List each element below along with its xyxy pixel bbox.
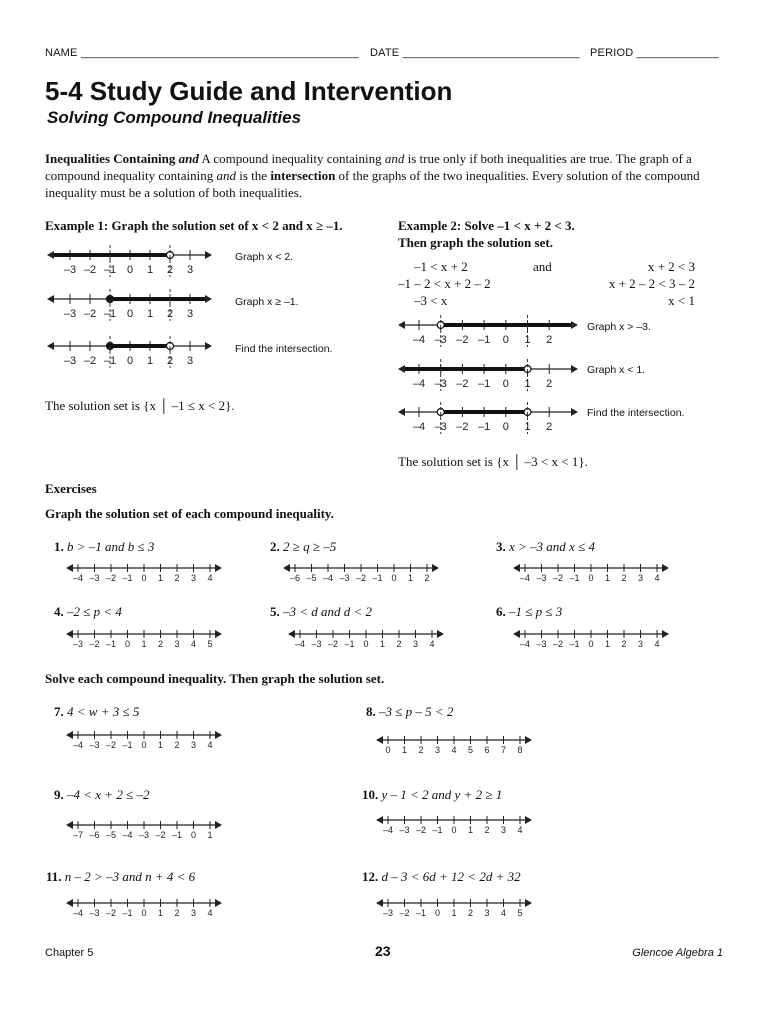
tick-label: 1 (146, 308, 154, 320)
page-subtitle: Solving Compound Inequalities (47, 108, 302, 127)
intro-paragraph (45, 150, 725, 201)
period-field[interactable]: PERIOD _____________ (590, 47, 719, 59)
tick-label: –1 (122, 740, 133, 750)
tick-label: 2 (546, 378, 553, 390)
exercise-10 (362, 787, 502, 803)
arrow-left-icon (288, 630, 295, 638)
tick-label: –2 (456, 378, 469, 390)
tick-label: 2 (621, 573, 627, 583)
arrow-right-icon (571, 321, 578, 329)
tick-label: –3 (434, 378, 447, 390)
tick-label: 1 (146, 264, 154, 276)
exercise-3 (496, 539, 595, 555)
tick-label: 2 (166, 355, 174, 367)
intro-text: of the graphs of the two inequalities. Every solution of the compound inequality must be a solution of both inequalities. (45, 168, 700, 200)
exercise-number: 6. (496, 604, 509, 619)
tick-label: 2 (166, 308, 174, 320)
tick-label: –1 (122, 573, 133, 583)
arrow-right-icon (215, 564, 222, 572)
exercise-number: 5. (270, 604, 283, 619)
footer-page-number: 23 (375, 943, 391, 959)
exercise-text: –3 ≤ p – 5 < 2 (379, 704, 454, 719)
tick-label: –4 (122, 830, 133, 840)
tick-label: –4 (412, 334, 426, 346)
tick-label: 0 (141, 573, 147, 583)
arrow-right-icon (571, 408, 578, 416)
example2-heading: Example 2: Solve –1 < x + 2 < 3. (398, 218, 575, 233)
tick-label: 2 (396, 639, 402, 649)
tick-label: 4 (654, 573, 660, 583)
exercises-instruction-2: Solve each compound inequality. Then graph the solution set. (45, 671, 385, 686)
tick-label: 3 (190, 573, 197, 583)
arrow-right-icon (205, 295, 212, 303)
tick-label: –2 (105, 740, 117, 750)
tick-label: 2 (621, 639, 627, 649)
exercise-text: x > –3 and x ≤ 4 (509, 539, 595, 554)
arrow-left-icon (376, 899, 383, 907)
tick-label: 2 (424, 573, 430, 583)
tick-label: 1 (207, 830, 213, 840)
exercise-text: d – 3 < 6d + 12 < 2d + 32 (381, 869, 521, 884)
arrow-left-icon (398, 408, 405, 416)
example2-step: x + 2 – 2 < 3 – 2 (608, 276, 695, 291)
tick-label: –2 (456, 334, 469, 346)
tick-label: –2 (552, 639, 564, 649)
tick-label: –1 (344, 639, 355, 649)
tick-label: 0 (124, 639, 131, 649)
tick-label: –1 (432, 825, 443, 835)
exercise-text: –3 < d and d < 2 (283, 604, 373, 619)
tick-label: 0 (434, 908, 441, 918)
exercise-number: 4. (54, 604, 67, 619)
intro-text: A compound inequality containing (198, 151, 385, 166)
arrow-left-icon (376, 816, 383, 824)
arrow-right-icon (215, 821, 222, 829)
tick-label: –1 (103, 355, 117, 367)
tick-label: 0 (141, 908, 147, 918)
tick-label: 3 (637, 573, 644, 583)
tick-label: 3 (186, 355, 194, 367)
exercise-text: 4 < w + 3 ≤ 5 (67, 704, 140, 719)
arrow-right-icon (432, 564, 439, 572)
tick-label: –3 (339, 573, 350, 583)
tick-label: –6 (289, 573, 301, 583)
tick-label: –6 (89, 830, 100, 840)
example1-heading: Example 1: Graph the solution set of x < 2 and x ≥ –1. (45, 218, 343, 233)
tick-label: 3 (412, 639, 419, 649)
exercise-6 (496, 604, 562, 620)
tick-label: –1 (415, 908, 427, 918)
tick-label: 4 (451, 745, 457, 755)
example2-caption-3: Find the intersection. (587, 407, 685, 419)
tick-label: 0 (141, 740, 147, 750)
exercise-text: n – 2 > –3 and n + 4 < 6 (64, 869, 196, 884)
tick-label: –1 (372, 573, 383, 583)
exercises-heading: Exercises (45, 481, 97, 496)
tick-label: –3 (89, 573, 100, 583)
tick-label: 3 (434, 745, 441, 755)
arrow-left-icon (398, 321, 405, 329)
tick-label: 5 (467, 745, 474, 755)
tick-label: –4 (412, 378, 426, 390)
tick-label: 0 (588, 573, 594, 583)
tick-label: 1 (379, 639, 386, 649)
tick-label: –1 (122, 908, 133, 918)
date-field[interactable]: DATE ____________________________ (370, 47, 580, 59)
exercise-number: 11. (46, 869, 65, 884)
intro-text: is true only if both inequalities are true. The graph of a compound inequality containing (45, 151, 692, 183)
example2-caption-2: Graph x < 1. (587, 364, 646, 376)
tick-label: –3 (311, 639, 322, 649)
tick-label: –4 (412, 421, 426, 433)
arrow-right-icon (662, 630, 669, 638)
tick-label: –5 (306, 573, 317, 583)
example2-step: –1 – 2 < x + 2 – 2 (398, 276, 491, 291)
tick-label: 5 (207, 639, 213, 649)
exercise-number: 9. (54, 787, 67, 802)
tick-label: 0 (190, 830, 197, 840)
exercise-number: 10. (362, 787, 382, 802)
tick-label: –3 (89, 908, 100, 918)
arrow-left-icon (66, 564, 73, 572)
tick-label: –3 (434, 421, 447, 433)
intro-heading-and: and (178, 151, 199, 166)
tick-label: 3 (174, 639, 180, 649)
tick-label: 2 (157, 639, 164, 649)
tick-label: –2 (399, 908, 410, 918)
exercise-7 (54, 704, 139, 720)
tick-label: 0 (391, 573, 397, 583)
arrow-right-icon (205, 342, 212, 350)
tick-label: 0 (588, 639, 594, 649)
tick-label: 1 (524, 334, 531, 346)
arrow-right-icon (205, 251, 212, 259)
tick-label: 4 (207, 740, 213, 750)
tick-label: 1 (604, 639, 611, 649)
example2-step: x < 1 (668, 293, 695, 308)
page-title: 5-4 Study Guide and Intervention (45, 76, 453, 106)
tick-label: 3 (484, 908, 490, 918)
exercises-instruction-1: Graph the solution set of each compound inequality. (45, 506, 334, 521)
tick-label: –3 (89, 740, 100, 750)
example2-step: –1 < x + 2 (414, 259, 468, 274)
intro-intersection: intersection (270, 168, 336, 183)
arrow-right-icon (215, 630, 222, 638)
tick-label: –1 (477, 378, 491, 390)
tick-label: –2 (83, 264, 97, 276)
arrow-left-icon (513, 564, 520, 572)
arrow-right-icon (525, 899, 532, 907)
tick-label: 4 (207, 908, 213, 918)
tick-label: 1 (157, 908, 164, 918)
tick-label: 0 (385, 745, 391, 755)
example2-step: x + 2 < 3 (647, 259, 695, 274)
arrow-right-icon (662, 564, 669, 572)
exercise-text: y – 1 < 2 and y + 2 ≥ 1 (381, 787, 503, 802)
arrow-left-icon (283, 564, 290, 572)
tick-label: 1 (451, 908, 457, 918)
tick-label: 1 (157, 573, 164, 583)
tick-label: 0 (451, 825, 457, 835)
footer-chapter: Chapter 5 (45, 947, 94, 959)
exercise-text: –1 ≤ p ≤ 3 (509, 604, 563, 619)
tick-label: –1 (105, 639, 117, 649)
tick-label: 1 (524, 378, 531, 390)
tick-label: 4 (429, 639, 435, 649)
tick-label: 4 (190, 639, 197, 649)
tick-label: 4 (207, 573, 213, 583)
tick-label: 3 (637, 639, 644, 649)
tick-label: –3 (536, 639, 547, 649)
example1-caption-1: Graph x < 2. (235, 251, 294, 263)
tick-label: 2 (174, 573, 180, 583)
footer-book: Glencoe Algebra 1 (632, 947, 723, 959)
exercise-number: 2. (270, 539, 283, 554)
exercise-1 (54, 539, 154, 555)
tick-label: 2 (174, 908, 180, 918)
tick-label: –2 (355, 573, 367, 583)
arrow-left-icon (376, 736, 383, 744)
tick-label: –4 (72, 573, 84, 583)
example2-solution: The solution set is {x │ –3 < x < 1}. (398, 454, 588, 469)
tick-label: 0 (126, 264, 134, 276)
tick-label: –2 (552, 573, 564, 583)
tick-label: –3 (63, 308, 77, 320)
arrow-left-icon (66, 899, 73, 907)
intro-and: and (384, 151, 405, 166)
exercise-number: 3. (496, 539, 509, 554)
tick-label: –2 (89, 639, 100, 649)
tick-label: 0 (363, 639, 369, 649)
tick-label: –1 (103, 308, 117, 320)
tick-label: 1 (157, 740, 164, 750)
exercise-number: 12. (362, 869, 382, 884)
tick-label: 0 (502, 334, 509, 346)
name-field[interactable]: NAME ____________________________________________ (45, 47, 359, 59)
arrow-right-icon (525, 816, 532, 824)
exercise-8 (366, 704, 453, 720)
tick-label: 2 (166, 264, 174, 276)
tick-label: 6 (484, 745, 490, 755)
arrow-left-icon (398, 365, 405, 373)
tick-label: –2 (327, 639, 339, 649)
tick-label: –2 (105, 908, 117, 918)
exercise-text: 2 ≥ q ≥ –5 (283, 539, 337, 554)
example1-caption-2: Graph x ≥ –1. (235, 296, 299, 308)
tick-label: 2 (467, 908, 474, 918)
arrow-right-icon (215, 731, 222, 739)
tick-label: –3 (72, 639, 84, 649)
tick-label: –5 (105, 830, 117, 840)
tick-label: 8 (517, 745, 523, 755)
tick-label: –4 (322, 573, 334, 583)
tick-label: –1 (477, 334, 491, 346)
tick-label: 4 (517, 825, 523, 835)
tick-label: 1 (407, 573, 414, 583)
tick-label: 0 (126, 355, 134, 367)
tick-label: –3 (63, 355, 77, 367)
tick-label: –7 (72, 830, 84, 840)
tick-label: –4 (519, 639, 531, 649)
intro-text: is the (236, 168, 271, 183)
tick-label: –4 (294, 639, 306, 649)
exercise-5 (270, 604, 372, 620)
tick-label: –3 (434, 334, 447, 346)
exercise-12 (362, 869, 521, 885)
exercise-text: –4 < x + 2 ≤ –2 (67, 787, 150, 802)
tick-label: –1 (477, 421, 491, 433)
exercise-number: 1. (54, 539, 67, 554)
exercise-number: 8. (366, 704, 379, 719)
tick-label: –3 (138, 830, 150, 840)
tick-label: 1 (401, 745, 408, 755)
tick-label: –3 (399, 825, 410, 835)
arrow-left-icon (513, 630, 520, 638)
tick-label: 3 (186, 308, 194, 320)
tick-label: –1 (569, 639, 580, 649)
tick-label: 3 (190, 740, 197, 750)
exercise-text: –2 ≤ p < 4 (67, 604, 122, 619)
tick-label: –1 (569, 573, 580, 583)
arrow-right-icon (215, 899, 222, 907)
tick-label: –1 (103, 264, 117, 276)
exercise-2 (270, 539, 336, 555)
intro-heading: Inequalities Containing (45, 151, 176, 166)
tick-label: –1 (171, 830, 183, 840)
tick-label: –2 (83, 355, 97, 367)
arrow-left-icon (66, 731, 73, 739)
tick-label: 2 (418, 745, 424, 755)
intro-and: and (216, 168, 236, 183)
tick-label: 0 (126, 308, 134, 320)
tick-label: 2 (484, 825, 490, 835)
tick-label: –3 (536, 573, 547, 583)
tick-label: 1 (524, 421, 531, 433)
tick-label: 4 (654, 639, 660, 649)
arrow-right-icon (571, 365, 578, 373)
tick-label: –4 (382, 825, 394, 835)
example2-step: –3 < x (414, 293, 448, 308)
arrow-left-icon (66, 630, 73, 638)
tick-label: –2 (415, 825, 427, 835)
tick-label: –2 (83, 308, 97, 320)
tick-label: –2 (105, 573, 117, 583)
tick-label: 7 (500, 745, 507, 755)
example2-heading-2: Then graph the solution set. (398, 235, 553, 250)
arrow-right-icon (437, 630, 444, 638)
example2-and: and (533, 259, 552, 274)
example1-caption-3: Find the intersection. (235, 343, 333, 355)
tick-label: 3 (186, 264, 194, 276)
tick-label: 5 (517, 908, 523, 918)
exercise-number: 7. (54, 704, 67, 719)
arrow-left-icon (47, 295, 54, 303)
arrow-left-icon (47, 342, 54, 350)
tick-label: –4 (72, 740, 84, 750)
tick-label: 1 (141, 639, 147, 649)
example2-caption-1: Graph x > –3. (587, 321, 651, 333)
tick-label: –4 (72, 908, 84, 918)
tick-label: –4 (519, 573, 531, 583)
tick-label: 0 (502, 378, 509, 390)
arrow-left-icon (47, 251, 54, 259)
tick-label: 1 (146, 355, 154, 367)
arrow-left-icon (66, 821, 73, 829)
exercise-4 (54, 604, 122, 620)
tick-label: 1 (467, 825, 474, 835)
tick-label: 0 (502, 421, 509, 433)
tick-label: 2 (174, 740, 180, 750)
arrow-right-icon (525, 736, 532, 744)
tick-label: 2 (546, 334, 553, 346)
example1-solution: The solution set is {x │ –1 ≤ x < 2}. (45, 398, 235, 413)
tick-label: –2 (155, 830, 166, 840)
tick-label: 4 (500, 908, 507, 918)
tick-label: 3 (500, 825, 507, 835)
tick-label: –2 (456, 421, 469, 433)
exercise-11 (46, 869, 195, 885)
exercise-text: b > –1 and b ≤ 3 (67, 539, 155, 554)
tick-label: 3 (190, 908, 197, 918)
tick-label: –3 (382, 908, 394, 918)
tick-label: 1 (604, 573, 611, 583)
tick-label: 2 (546, 421, 553, 433)
exercise-9 (54, 787, 149, 803)
tick-label: –3 (63, 264, 77, 276)
